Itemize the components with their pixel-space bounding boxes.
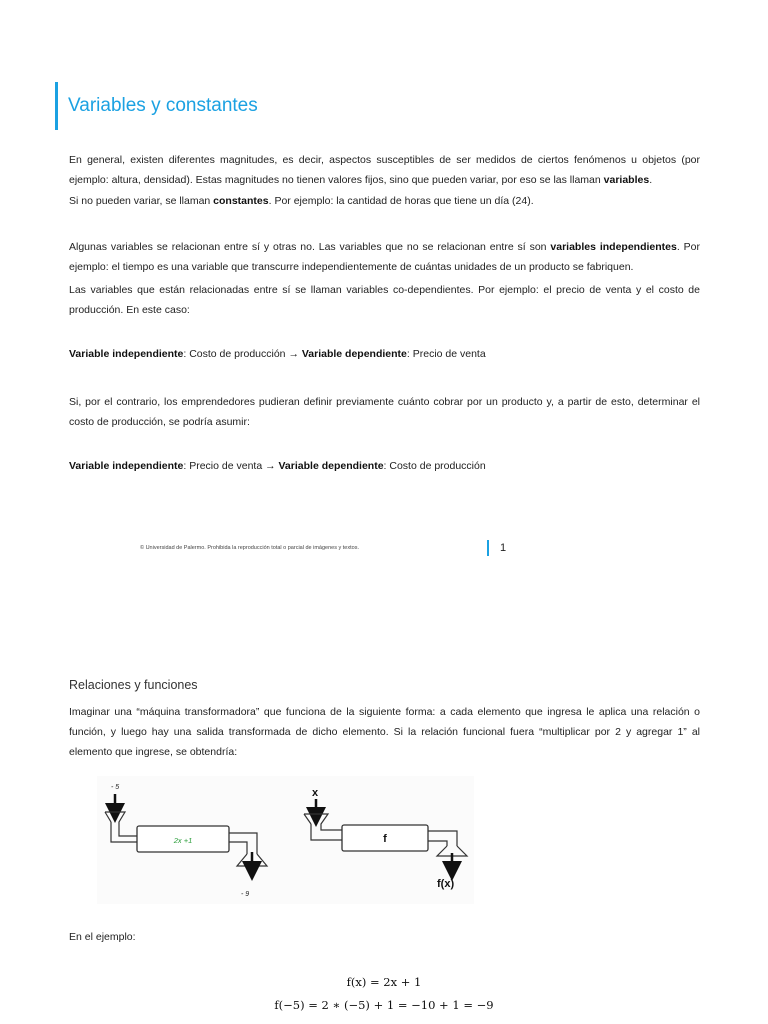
left-function-machine xyxy=(105,784,267,898)
left-box-label: 2x +1 xyxy=(173,836,193,845)
arrow-right-icon: → xyxy=(288,348,299,360)
paragraph-variables: En general, existen diferentes magnitudes, es decir, aspectos susceptibles de ser medidos de ciertos fenómenos u objetos (por ejemplo: altura, densidad). Estas magnitudes no tienen valores fijos, sino que pueden variar, por eso se las llaman variables. xyxy=(69,154,700,186)
right-box-label: f xyxy=(383,833,387,845)
right-function-machine xyxy=(304,787,467,890)
title-accent-bar xyxy=(55,82,58,130)
left-output-label: - 9 xyxy=(241,891,250,898)
section-subtitle: Relaciones y funciones xyxy=(69,678,198,692)
paragraph-contrario: Si, por el contrario, los emprendedores pudieran definir previamente cuánto cobrar por un producto y, a partir de esto, determinar el costo de producción, se podría asumir: xyxy=(69,396,700,428)
footer-accent-bar xyxy=(487,540,489,556)
paragraph-constantes: Si no pueden variar, se llaman constantes. Por ejemplo: la cantidad de horas que tiene un día (24). xyxy=(69,195,534,207)
formula-definition: f(x) = 2x + 1 xyxy=(346,975,422,989)
relation-line-2: Variable independiente: Precio de venta → Variable dependiente: Costo de producción xyxy=(69,460,486,472)
formula-evaluation: f(−5) = 2 ∗ (−5) + 1 = −10 + 1 = −9 xyxy=(274,998,494,1012)
right-input-label: x xyxy=(312,787,319,799)
paragraph-codependientes: Las variables que están relacionadas entre sí se llaman variables co-dependientes. Por ejemplo: el precio de venta y el costo de producción. En este caso: xyxy=(69,284,700,316)
right-output-label: f(x) xyxy=(437,878,455,890)
paragraph-maquina: Imaginar una “máquina transformadora” que funciona de la siguiente forma: a cada elemento que ingresa le aplica una relación o función, y luego hay una salida transformada de dicho elemento. Si la relación funcional fuera “multiplicar por 2 y agregar 1” al elemento que ingrese, se obtendría: xyxy=(69,706,700,758)
page-title: Variables y constantes xyxy=(68,95,258,116)
left-input-label: - 5 xyxy=(111,784,120,791)
footer-copyright: © Universidad de Palermo. Prohibida la reproducción total o parcial de imágenes y textos. xyxy=(140,545,359,551)
arrow-right-icon: → xyxy=(265,460,276,472)
function-machine-diagram xyxy=(97,776,474,904)
relation-line-1: Variable independiente: Costo de producción → Variable dependiente: Precio de venta xyxy=(69,348,486,360)
paragraph-ejemplo: En el ejemplo: xyxy=(69,931,136,943)
page-number: 1 xyxy=(500,542,507,554)
paragraph-independientes: Algunas variables se relacionan entre sí y otras no. Las variables que no se relacionan entre sí son variables independientes. Por ejemplo: el tiempo es una variable que transcurre independientemente de cuántas unidades de un producto se fabriquen. xyxy=(69,241,700,273)
